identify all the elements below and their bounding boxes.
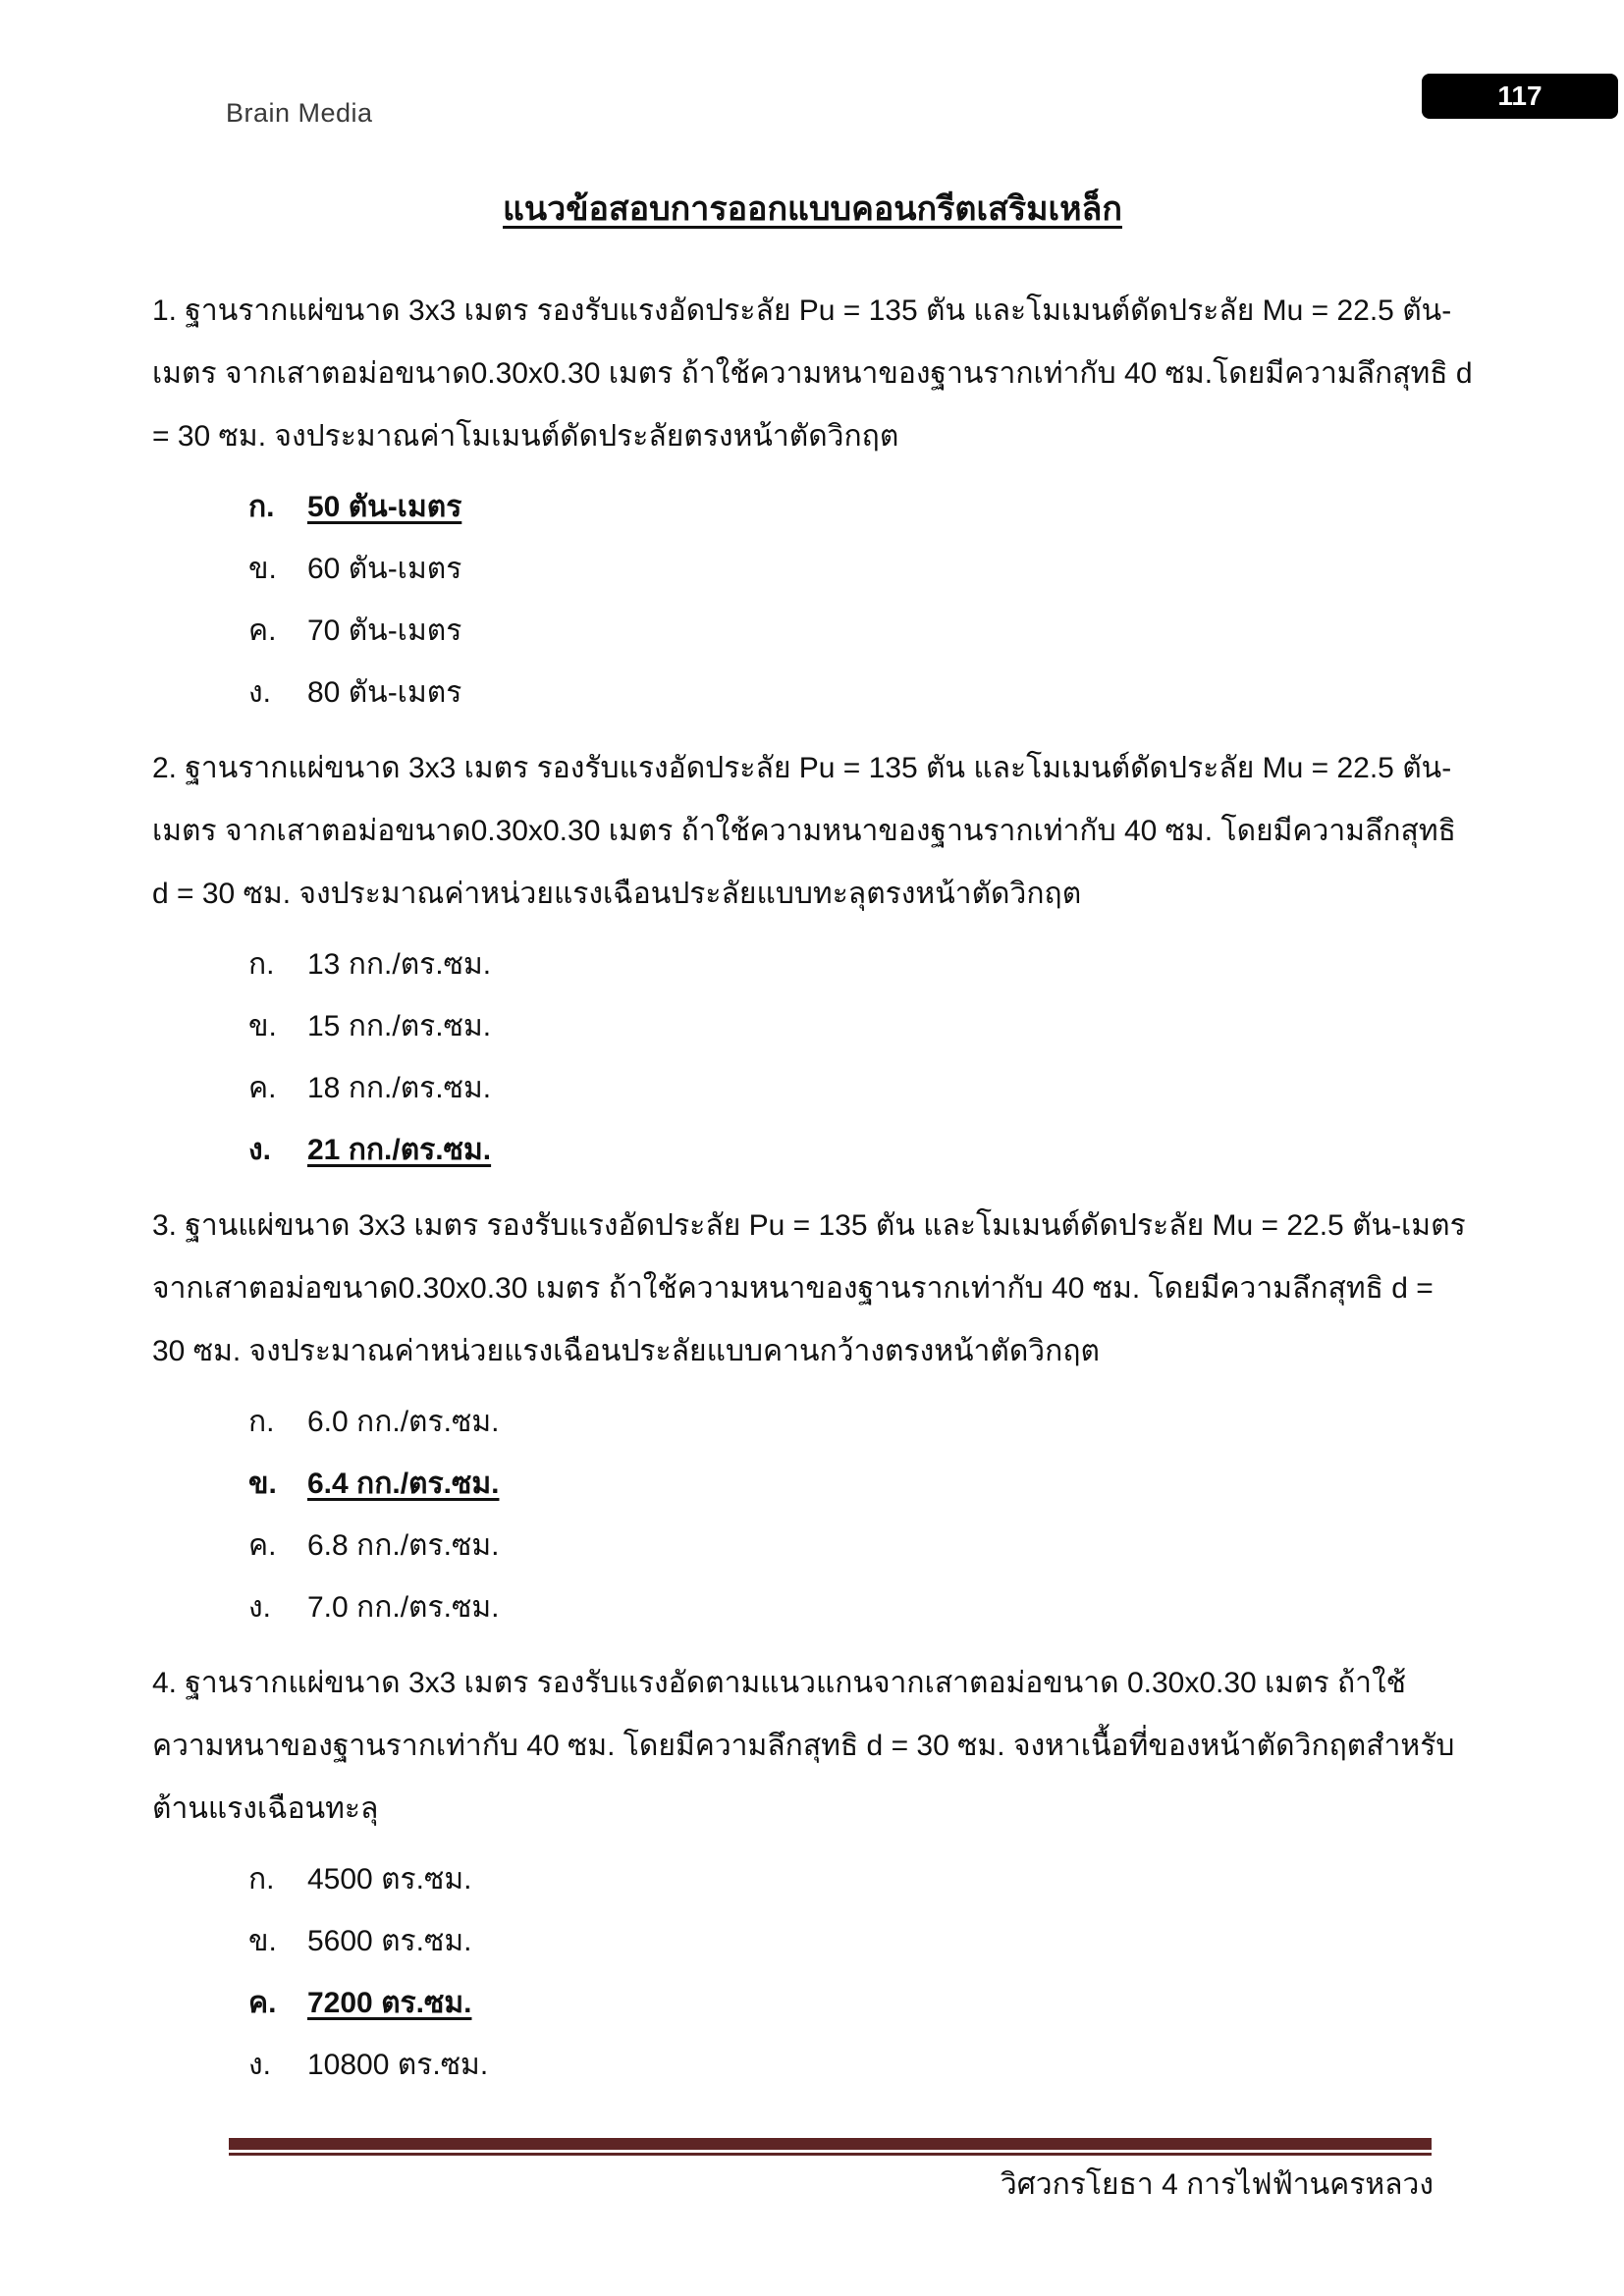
choices-list	[152, 1848, 1473, 2096]
choice-label: ค.	[248, 1072, 277, 1104]
choice-text: 5600 ตร.ซม.	[307, 1925, 472, 1957]
choice-text: 6.4 กก./ตร.ซม.	[307, 1468, 500, 1500]
choice-row	[248, 1972, 1473, 2034]
choice-label: ข.	[248, 1468, 277, 1500]
choice-label: ข.	[248, 553, 277, 585]
page-title: แนวข้อสอบการออกแบบคอนกรีตเสริมเหล็ก	[503, 190, 1122, 228]
question-text: 1. ฐานรากแผ่ขนาด 3x3 เมตร รองรับแรงอัดประลัย Pu = 135 ตัน และโมเมนต์ดัดประลัย Mu = 22.5 ตัน-เมตร จากเสาตอม่อขนาด0.30x0.30 เมตร ถ้าใช้ความหนาของฐานรากเท่ากับ 40 ซม.โดยมีความลึกสุทธิ d = 30 ซม. จงประมาณค่าโมเมนต์ดัดประลัยตรงหน้าตัดวิกฤต	[152, 294, 1473, 453]
question-text: 3. ฐานแผ่ขนาด 3x3 เมตร รองรับแรงอัดประลัย Pu = 135 ตัน และโมเมนต์ดัดประลัย Mu = 22.5 ตัน-เมตร จากเสาตอม่อขนาด0.30x0.30 เมตร ถ้าใช้ความหนาของฐานรากเท่ากับ 40 ซม. โดยมีความลึกสุทธิ d = 30 ซม. จงประมาณค่าหน่วยแรงเฉือนประลัยแบบคานกว้างตรงหน้าตัดวิกฤต	[152, 1209, 1466, 1367]
footer-text: วิศวกรโยธา 4 การไฟฟ้านครหลวง	[1000, 2168, 1434, 2201]
footer-divider	[229, 2138, 1432, 2156]
brand-label: Brain Media	[226, 98, 373, 128]
choice-label: ข.	[248, 1925, 277, 1957]
choice-row	[248, 1119, 1473, 1181]
choice-label: ค.	[248, 614, 277, 647]
choice-row	[248, 1910, 1473, 1972]
choice-row	[248, 1453, 1473, 1515]
choice-label: ง.	[248, 676, 271, 709]
choice-row	[248, 1576, 1473, 1638]
choice-label: ก.	[248, 1863, 275, 1896]
choice-text: 15 กก./ตร.ซม.	[307, 1010, 492, 1042]
choice-row	[248, 995, 1473, 1057]
choices-list	[152, 1391, 1473, 1638]
choice-label: ค.	[248, 1529, 277, 1562]
choice-label: ก.	[248, 948, 275, 981]
choice-row	[248, 1057, 1473, 1119]
choice-text: 7200 ตร.ซม.	[307, 1987, 472, 2019]
choice-row	[248, 1391, 1473, 1453]
document-content	[152, 182, 1473, 2109]
choice-text: 10800 ตร.ซม.	[307, 2049, 489, 2081]
choice-text: 13 กก./ตร.ซม.	[307, 948, 492, 981]
choice-label: ง.	[248, 1591, 271, 1624]
question-text: 4. ฐานรากแผ่ขนาด 3x3 เมตร รองรับแรงอัดตามแนวแกนจากเสาตอม่อขนาด 0.30x0.30 เมตร ถ้าใช้ความหนาของฐานรากเท่ากับ 40 ซม. โดยมีความลึกสุทธิ d = 30 ซม. จงหาเนื้อที่ของหน้าตัดวิกฤตสำหรับต้านแรงเฉือนทะลุ	[152, 1667, 1455, 1825]
question-1	[152, 280, 1473, 723]
choice-row	[248, 538, 1473, 600]
choice-row	[248, 2034, 1473, 2096]
choice-row	[248, 1848, 1473, 1910]
choice-row	[248, 476, 1473, 538]
choice-text: 21 กก./ตร.ซม.	[307, 1134, 492, 1166]
choice-text: 7.0 กก./ตร.ซม.	[307, 1591, 500, 1624]
choice-row	[248, 600, 1473, 662]
choice-row	[248, 934, 1473, 995]
footer-divider-thin-line	[229, 2153, 1432, 2156]
choice-text: 80 ตัน-เมตร	[307, 676, 462, 709]
choice-text: 18 กก./ตร.ซม.	[307, 1072, 492, 1104]
choices-list	[152, 476, 1473, 723]
choice-text: 4500 ตร.ซม.	[307, 1863, 472, 1896]
choice-text: 6.8 กก./ตร.ซม.	[307, 1529, 500, 1562]
choice-text: 50 ตัน-เมตร	[307, 491, 462, 523]
choice-label: ก.	[248, 491, 275, 523]
question-4	[152, 1652, 1473, 2096]
question-text: 2. ฐานรากแผ่ขนาด 3x3 เมตร รองรับแรงอัดประลัย Pu = 135 ตัน และโมเมนต์ดัดประลัย Mu = 22.5 ตัน-เมตร จากเสาตอม่อขนาด0.30x0.30 เมตร ถ้าใช้ความหนาของฐานรากเท่ากับ 40 ซม. โดยมีความลึกสุทธิ d = 30 ซม. จงประมาณค่าหน่วยแรงเฉือนประลัยแบบทะลุตรงหน้าตัดวิกฤต	[152, 752, 1456, 910]
question-2	[152, 737, 1473, 1181]
page-number-badge: 117	[1422, 74, 1618, 119]
choice-label: ง.	[248, 2049, 271, 2081]
choice-row	[248, 662, 1473, 723]
choice-text: 60 ตัน-เมตร	[307, 553, 462, 585]
choices-list	[152, 934, 1473, 1181]
footer-divider-thick-line	[229, 2138, 1432, 2150]
choice-label: ค.	[248, 1987, 277, 2019]
choice-label: ก.	[248, 1406, 275, 1438]
choice-label: ง.	[248, 1134, 271, 1166]
question-3	[152, 1195, 1473, 1638]
choice-row	[248, 1515, 1473, 1576]
choice-text: 6.0 กก./ตร.ซม.	[307, 1406, 500, 1438]
choice-text: 70 ตัน-เมตร	[307, 614, 462, 647]
choice-label: ข.	[248, 1010, 277, 1042]
